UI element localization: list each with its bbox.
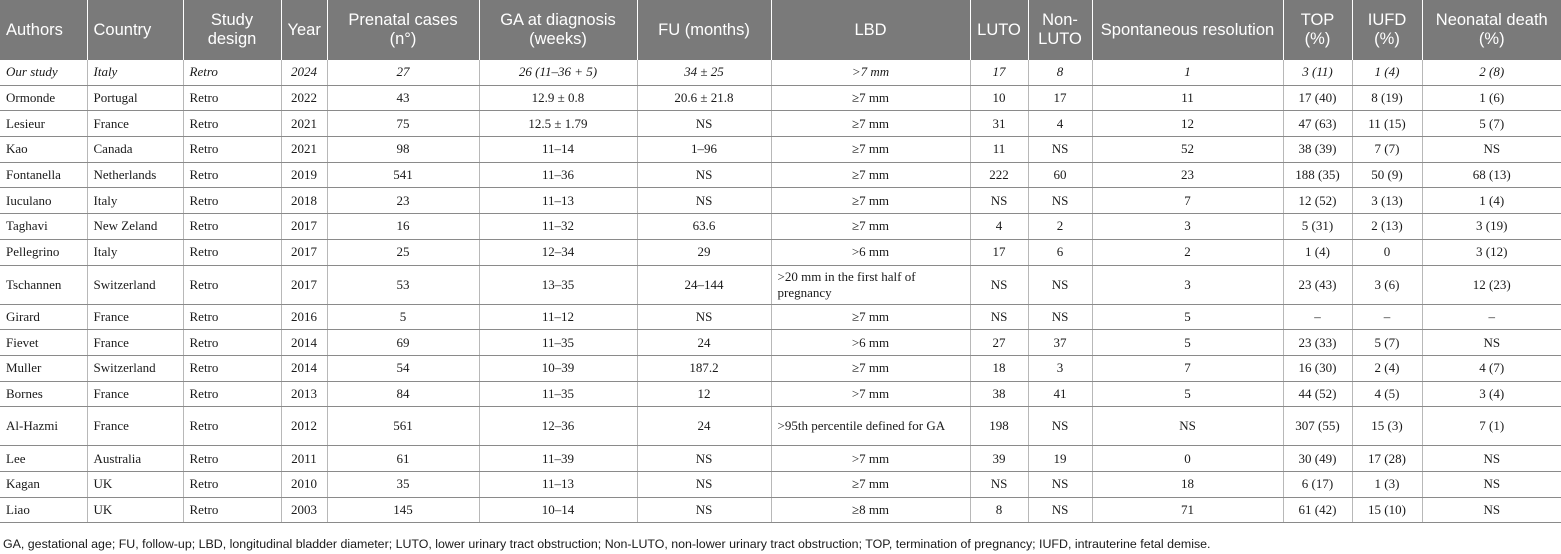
cell-country: France <box>87 330 183 356</box>
cell-iufd: 1 (3) <box>1352 471 1422 497</box>
header-fu: FU (months) <box>637 0 771 60</box>
cell-study-design: Retro <box>183 471 281 497</box>
cell-prenatal-cases: 53 <box>327 265 479 304</box>
cell-non-luto: 8 <box>1028 60 1092 85</box>
cell-study-design: Retro <box>183 497 281 523</box>
cell-non-luto: 3 <box>1028 355 1092 381</box>
cell-fu: 187.2 <box>637 355 771 381</box>
header-prenatal-cases-unit: (n°) <box>389 30 417 48</box>
cell-spontaneous-resolution: 7 <box>1092 188 1283 214</box>
cell-lbd: >7 mm <box>771 381 970 407</box>
cell-spontaneous-resolution: 71 <box>1092 497 1283 523</box>
cell-year: 2014 <box>281 355 327 381</box>
cell-non-luto: NS <box>1028 497 1092 523</box>
cell-prenatal-cases: 35 <box>327 471 479 497</box>
cell-neonatal-death: NS <box>1422 446 1561 472</box>
cell-ga-at-diagnosis: 13–35 <box>479 265 637 304</box>
cell-non-luto: NS <box>1028 304 1092 330</box>
cell-study-design: Retro <box>183 214 281 240</box>
cell-authors: Tschannen <box>0 265 87 304</box>
cell-ga-at-diagnosis: 11–14 <box>479 137 637 163</box>
header-luto: LUTO <box>970 0 1028 60</box>
cell-study-design: Retro <box>183 111 281 137</box>
cell-spontaneous-resolution: 23 <box>1092 162 1283 188</box>
cell-country: Italy <box>87 60 183 85</box>
table-row <box>0 60 1561 85</box>
cell-study-design: Retro <box>183 239 281 265</box>
cell-year: 2017 <box>281 239 327 265</box>
table-row <box>0 85 1561 111</box>
cell-ga-at-diagnosis: 11–35 <box>479 381 637 407</box>
cell-luto: NS <box>970 471 1028 497</box>
cell-prenatal-cases: 54 <box>327 355 479 381</box>
cell-spontaneous-resolution: 52 <box>1092 137 1283 163</box>
table-row <box>0 446 1561 472</box>
cell-non-luto: 4 <box>1028 111 1092 137</box>
cell-prenatal-cases: 61 <box>327 446 479 472</box>
table-row <box>0 188 1561 214</box>
cell-non-luto: NS <box>1028 471 1092 497</box>
cell-study-design: Retro <box>183 407 281 446</box>
cell-country: Italy <box>87 239 183 265</box>
cell-country: Canada <box>87 137 183 163</box>
cell-luto: 31 <box>970 111 1028 137</box>
cell-non-luto: 60 <box>1028 162 1092 188</box>
cell-luto: NS <box>970 304 1028 330</box>
cell-lbd: ≥7 mm <box>771 85 970 111</box>
cell-neonatal-death: 5 (7) <box>1422 111 1561 137</box>
cell-country: France <box>87 304 183 330</box>
cell-lbd: ≥7 mm <box>771 162 970 188</box>
cell-luto: 8 <box>970 497 1028 523</box>
cell-prenatal-cases: 25 <box>327 239 479 265</box>
cell-spontaneous-resolution: 3 <box>1092 265 1283 304</box>
cell-authors: Kao <box>0 137 87 163</box>
cell-top: 44 (52) <box>1283 381 1352 407</box>
cell-top: 47 (63) <box>1283 111 1352 137</box>
cell-non-luto: 2 <box>1028 214 1092 240</box>
cell-year: 2012 <box>281 407 327 446</box>
cell-spontaneous-resolution: NS <box>1092 407 1283 446</box>
cell-fu: 12 <box>637 381 771 407</box>
cell-luto: 38 <box>970 381 1028 407</box>
header-country: Country <box>87 0 183 60</box>
cell-lbd: >7 mm <box>771 446 970 472</box>
cell-lbd: >95th percentile defined for GA <box>771 407 970 446</box>
cell-lbd: >7 mm <box>771 60 970 85</box>
cell-iufd: 50 (9) <box>1352 162 1422 188</box>
cell-ga-at-diagnosis: 12.5 ± 1.79 <box>479 111 637 137</box>
cell-year: 2014 <box>281 330 327 356</box>
cell-iufd: 0 <box>1352 239 1422 265</box>
cell-non-luto: 6 <box>1028 239 1092 265</box>
cell-spontaneous-resolution: 5 <box>1092 381 1283 407</box>
cell-prenatal-cases: 16 <box>327 214 479 240</box>
cell-year: 2018 <box>281 188 327 214</box>
cell-non-luto: NS <box>1028 265 1092 304</box>
cell-prenatal-cases: 84 <box>327 381 479 407</box>
cell-year: 2021 <box>281 137 327 163</box>
cell-country: Switzerland <box>87 355 183 381</box>
cell-neonatal-death: 12 (23) <box>1422 265 1561 304</box>
cell-year: 2024 <box>281 60 327 85</box>
cell-spontaneous-resolution: 12 <box>1092 111 1283 137</box>
cell-lbd: ≥7 mm <box>771 137 970 163</box>
cell-year: 2022 <box>281 85 327 111</box>
cell-year: 2019 <box>281 162 327 188</box>
cell-neonatal-death: 1 (4) <box>1422 188 1561 214</box>
cell-iufd: 11 (15) <box>1352 111 1422 137</box>
cell-top: – <box>1283 304 1352 330</box>
cell-lbd: ≥7 mm <box>771 304 970 330</box>
cell-ga-at-diagnosis: 10–14 <box>479 497 637 523</box>
cell-iufd: 8 (19) <box>1352 85 1422 111</box>
cell-country: UK <box>87 497 183 523</box>
cell-fu: NS <box>637 446 771 472</box>
header-study-design: Study design <box>183 0 281 60</box>
header-spontaneous-resolution: Spontaneous resolution <box>1092 0 1283 60</box>
cell-iufd: 15 (10) <box>1352 497 1422 523</box>
cell-luto: 222 <box>970 162 1028 188</box>
table-row <box>0 304 1561 330</box>
cell-spontaneous-resolution: 5 <box>1092 330 1283 356</box>
cell-authors: Muller <box>0 355 87 381</box>
cell-non-luto: 19 <box>1028 446 1092 472</box>
cell-top: 188 (35) <box>1283 162 1352 188</box>
cell-prenatal-cases: 98 <box>327 137 479 163</box>
cell-prenatal-cases: 541 <box>327 162 479 188</box>
cell-study-design: Retro <box>183 355 281 381</box>
cell-ga-at-diagnosis: 10–39 <box>479 355 637 381</box>
cell-luto: 27 <box>970 330 1028 356</box>
cell-neonatal-death: 2 (8) <box>1422 60 1561 85</box>
cell-fu: 24–144 <box>637 265 771 304</box>
cell-fu: 24 <box>637 330 771 356</box>
cell-lbd: >6 mm <box>771 239 970 265</box>
cell-fu: NS <box>637 111 771 137</box>
cell-neonatal-death: 4 (7) <box>1422 355 1561 381</box>
cell-iufd: 17 (28) <box>1352 446 1422 472</box>
header-year: Year <box>281 0 327 60</box>
cell-top: 16 (30) <box>1283 355 1352 381</box>
cell-country: Switzerland <box>87 265 183 304</box>
cell-country: Italy <box>87 188 183 214</box>
cell-authors: Our study <box>0 60 87 85</box>
cell-authors: Lee <box>0 446 87 472</box>
cell-year: 2017 <box>281 214 327 240</box>
cell-prenatal-cases: 561 <box>327 407 479 446</box>
cell-neonatal-death: NS <box>1422 497 1561 523</box>
cell-ga-at-diagnosis: 11–12 <box>479 304 637 330</box>
cell-lbd: ≥7 mm <box>771 188 970 214</box>
header-lbd: LBD <box>771 0 970 60</box>
cell-study-design: Retro <box>183 85 281 111</box>
cell-authors: Liao <box>0 497 87 523</box>
cell-luto: NS <box>970 265 1028 304</box>
cell-study-design: Retro <box>183 137 281 163</box>
cell-ga-at-diagnosis: 12–36 <box>479 407 637 446</box>
cell-top: 61 (42) <box>1283 497 1352 523</box>
cell-lbd: ≥7 mm <box>771 471 970 497</box>
cell-study-design: Retro <box>183 304 281 330</box>
table-body <box>0 60 1561 523</box>
cell-lbd: >6 mm <box>771 330 970 356</box>
cell-neonatal-death: NS <box>1422 137 1561 163</box>
table-row <box>0 497 1561 523</box>
cell-country: UK <box>87 471 183 497</box>
table-row <box>0 265 1561 304</box>
table-row <box>0 214 1561 240</box>
cell-iufd: 3 (6) <box>1352 265 1422 304</box>
cell-ga-at-diagnosis: 11–36 <box>479 162 637 188</box>
cell-ga-at-diagnosis: 12.9 ± 0.8 <box>479 85 637 111</box>
cell-neonatal-death: NS <box>1422 330 1561 356</box>
cell-prenatal-cases: 145 <box>327 497 479 523</box>
cell-iufd: 1 (4) <box>1352 60 1422 85</box>
cell-luto: NS <box>970 188 1028 214</box>
cell-neonatal-death: 7 (1) <box>1422 407 1561 446</box>
cell-fu: NS <box>637 304 771 330</box>
cell-top: 30 (49) <box>1283 446 1352 472</box>
cell-country: Australia <box>87 446 183 472</box>
cell-luto: 4 <box>970 214 1028 240</box>
cell-luto: 17 <box>970 239 1028 265</box>
cell-top: 17 (40) <box>1283 85 1352 111</box>
cell-neonatal-death: 3 (4) <box>1422 381 1561 407</box>
cell-neonatal-death: 3 (12) <box>1422 239 1561 265</box>
cell-luto: 198 <box>970 407 1028 446</box>
cell-fu: NS <box>637 471 771 497</box>
cell-iufd: 7 (7) <box>1352 137 1422 163</box>
cell-neonatal-death: 1 (6) <box>1422 85 1561 111</box>
cell-iufd: 15 (3) <box>1352 407 1422 446</box>
cell-study-design: Retro <box>183 381 281 407</box>
table-row <box>0 407 1561 446</box>
cell-prenatal-cases: 27 <box>327 60 479 85</box>
cell-year: 2017 <box>281 265 327 304</box>
cell-iufd: 5 (7) <box>1352 330 1422 356</box>
cell-authors: Bornes <box>0 381 87 407</box>
cell-top: 23 (33) <box>1283 330 1352 356</box>
cell-study-design: Retro <box>183 265 281 304</box>
cell-spontaneous-resolution: 11 <box>1092 85 1283 111</box>
cell-ga-at-diagnosis: 11–13 <box>479 471 637 497</box>
cell-spontaneous-resolution: 0 <box>1092 446 1283 472</box>
header-ga-at-diagnosis: GA at diagnosis (weeks) <box>479 0 637 60</box>
cell-study-design: Retro <box>183 446 281 472</box>
header-top: TOP (%) <box>1283 0 1352 60</box>
cell-top: 1 (4) <box>1283 239 1352 265</box>
cell-luto: 18 <box>970 355 1028 381</box>
cell-spontaneous-resolution: 18 <box>1092 471 1283 497</box>
cell-luto: 39 <box>970 446 1028 472</box>
cell-non-luto: NS <box>1028 188 1092 214</box>
table-row <box>0 162 1561 188</box>
cell-non-luto: NS <box>1028 137 1092 163</box>
table-header-row <box>0 0 1561 60</box>
cell-fu: 20.6 ± 21.8 <box>637 85 771 111</box>
cell-prenatal-cases: 43 <box>327 85 479 111</box>
cell-prenatal-cases: 69 <box>327 330 479 356</box>
cell-neonatal-death: NS <box>1422 471 1561 497</box>
cell-study-design: Retro <box>183 60 281 85</box>
cell-fu: NS <box>637 162 771 188</box>
cell-ga-at-diagnosis: 26 (11–36 + 5) <box>479 60 637 85</box>
cell-fu: 63.6 <box>637 214 771 240</box>
cell-spontaneous-resolution: 5 <box>1092 304 1283 330</box>
table-footnote: GA, gestational age; FU, follow-up; LBD, longitudinal bladder diameter; LUTO, lower urinary tract obstruction; Non-LUTO, non-lower urinary tract obstruction; TOP, termination of pregnancy; IUFD, intrauterine fetal demise. <box>3 537 1211 551</box>
cell-top: 3 (11) <box>1283 60 1352 85</box>
header-prenatal-cases <box>327 0 479 60</box>
cell-top: 5 (31) <box>1283 214 1352 240</box>
header-prenatal-cases-label: Prenatal cases <box>348 11 458 29</box>
cell-country: France <box>87 381 183 407</box>
cell-top: 6 (17) <box>1283 471 1352 497</box>
cell-fu: 34 ± 25 <box>637 60 771 85</box>
cell-country: France <box>87 407 183 446</box>
cell-neonatal-death: 3 (19) <box>1422 214 1561 240</box>
cell-iufd: 2 (13) <box>1352 214 1422 240</box>
cell-iufd: – <box>1352 304 1422 330</box>
cell-top: 307 (55) <box>1283 407 1352 446</box>
cell-prenatal-cases: 23 <box>327 188 479 214</box>
cell-year: 2013 <box>281 381 327 407</box>
cell-prenatal-cases: 75 <box>327 111 479 137</box>
cell-luto: 17 <box>970 60 1028 85</box>
cell-authors: Pellegrino <box>0 239 87 265</box>
cell-authors: Al-Hazmi <box>0 407 87 446</box>
cell-study-design: Retro <box>183 330 281 356</box>
cell-top: 23 (43) <box>1283 265 1352 304</box>
cell-authors: Iuculano <box>0 188 87 214</box>
cell-country: Portugal <box>87 85 183 111</box>
cell-iufd: 3 (13) <box>1352 188 1422 214</box>
cell-study-design: Retro <box>183 188 281 214</box>
header-non-luto: Non-LUTO <box>1028 0 1092 60</box>
cell-authors: Ormonde <box>0 85 87 111</box>
cell-authors: Kagan <box>0 471 87 497</box>
cell-authors: Taghavi <box>0 214 87 240</box>
cell-iufd: 4 (5) <box>1352 381 1422 407</box>
cell-neonatal-death: – <box>1422 304 1561 330</box>
table-row <box>0 111 1561 137</box>
cell-year: 2011 <box>281 446 327 472</box>
cell-country: Netherlands <box>87 162 183 188</box>
cell-fu: 24 <box>637 407 771 446</box>
cell-ga-at-diagnosis: 11–39 <box>479 446 637 472</box>
cell-luto: 11 <box>970 137 1028 163</box>
table-row <box>0 355 1561 381</box>
cell-luto: 10 <box>970 85 1028 111</box>
table-row <box>0 330 1561 356</box>
cell-lbd: ≥8 mm <box>771 497 970 523</box>
table-row <box>0 239 1561 265</box>
cell-prenatal-cases: 5 <box>327 304 479 330</box>
cell-lbd: ≥7 mm <box>771 111 970 137</box>
cell-authors: Girard <box>0 304 87 330</box>
cell-non-luto: NS <box>1028 407 1092 446</box>
cell-fu: 1–96 <box>637 137 771 163</box>
cell-fu: 29 <box>637 239 771 265</box>
cell-spontaneous-resolution: 7 <box>1092 355 1283 381</box>
cell-ga-at-diagnosis: 11–32 <box>479 214 637 240</box>
cell-top: 12 (52) <box>1283 188 1352 214</box>
cell-authors: Fontanella <box>0 162 87 188</box>
cell-spontaneous-resolution: 1 <box>1092 60 1283 85</box>
table-row <box>0 381 1561 407</box>
cell-non-luto: 17 <box>1028 85 1092 111</box>
header-authors: Authors <box>0 0 87 60</box>
cell-country: New Zeland <box>87 214 183 240</box>
header-neonatal-death: Neonatal death (%) <box>1422 0 1561 60</box>
header-iufd: IUFD (%) <box>1352 0 1422 60</box>
table-row <box>0 471 1561 497</box>
cell-year: 2010 <box>281 471 327 497</box>
cell-authors: Fievet <box>0 330 87 356</box>
cell-non-luto: 37 <box>1028 330 1092 356</box>
cell-ga-at-diagnosis: 11–35 <box>479 330 637 356</box>
cell-authors: Lesieur <box>0 111 87 137</box>
cell-ga-at-diagnosis: 12–34 <box>479 239 637 265</box>
cell-ga-at-diagnosis: 11–13 <box>479 188 637 214</box>
cell-year: 2021 <box>281 111 327 137</box>
cell-country: France <box>87 111 183 137</box>
cell-lbd: ≥7 mm <box>771 355 970 381</box>
cell-fu: NS <box>637 497 771 523</box>
cell-spontaneous-resolution: 2 <box>1092 239 1283 265</box>
cell-neonatal-death: 68 (13) <box>1422 162 1561 188</box>
cell-spontaneous-resolution: 3 <box>1092 214 1283 240</box>
cell-year: 2016 <box>281 304 327 330</box>
cell-iufd: 2 (4) <box>1352 355 1422 381</box>
cell-study-design: Retro <box>183 162 281 188</box>
table-row <box>0 137 1561 163</box>
cell-year: 2003 <box>281 497 327 523</box>
cell-top: 38 (39) <box>1283 137 1352 163</box>
cell-fu: NS <box>637 188 771 214</box>
cell-non-luto: 41 <box>1028 381 1092 407</box>
cell-lbd: >20 mm in the first half of pregnancy <box>771 265 970 304</box>
cell-lbd: ≥7 mm <box>771 214 970 240</box>
